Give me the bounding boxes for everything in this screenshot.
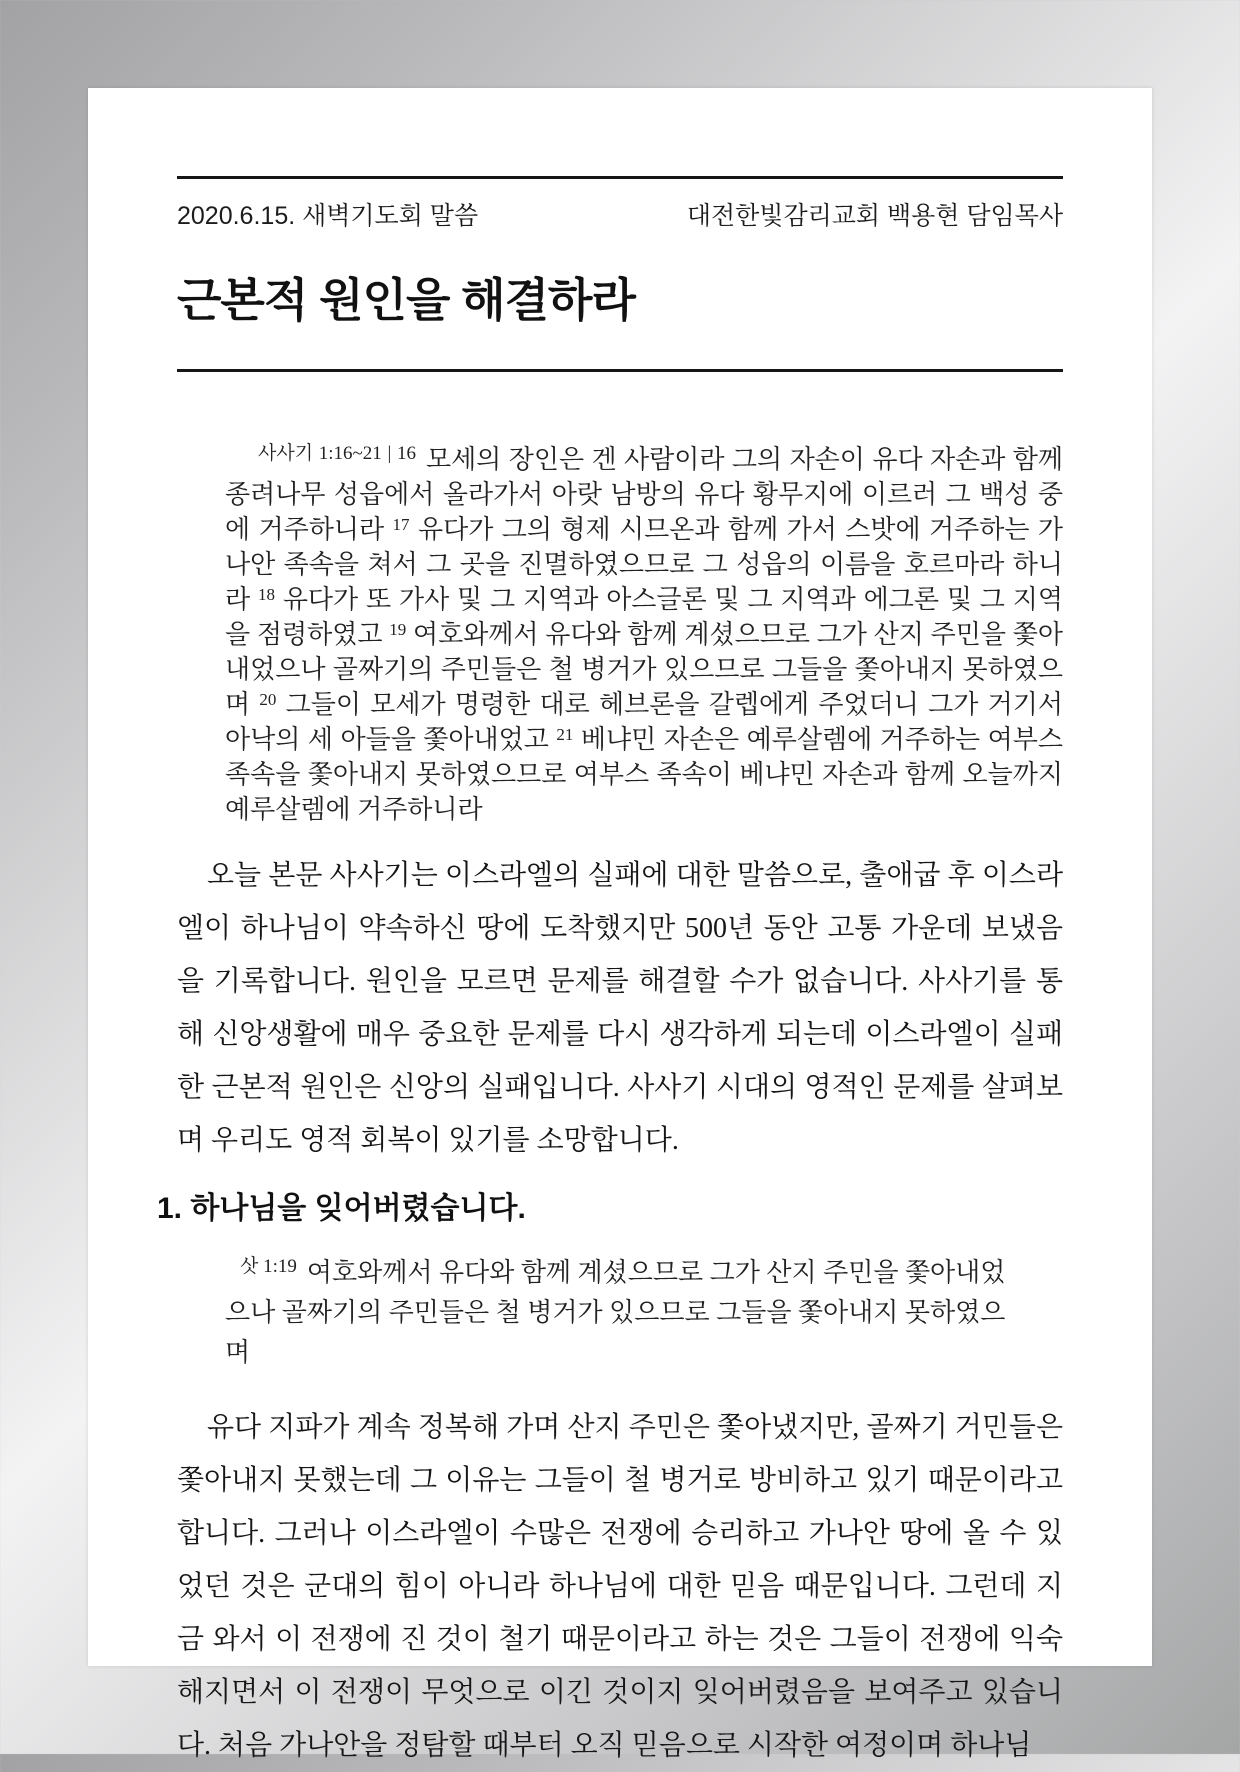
title-divider: [177, 369, 1063, 372]
section-1-heading: 1. 하나님을 잊어버렸습니다.: [157, 1192, 526, 1225]
scripture-text: 모세의 장인은 겐 사람이라 그의 자손이 유다 자손과 함께 종려나무 성읍에서 올라가서 아랏 남방의 유다 황무지에 이르러 그 백성 중에 거주하니라 $^{17}$ 유다가 그의 형제 시므온과 함께 가서 스밧에 거주하는 가나안 족속을 쳐서 그 곳을 진멸하였으므로 그 성읍의 이름을 호르마라 하니라 $^{18}$ 유다가 또 가사 및 그 지역과 아스글론 및 그 지역과 에그론 및 그 지역을 점령하였고 $^{19}$ 여호와께서 유다와 함께 계셨으므로 그가 산지 주민을 쫓아내었으나 골짜기의 주민들은 철 병거가 있으므로 그들을 쫓아내지 못하였으며 $^{20}$ 그들이 모세가 명령한 대로 헤브론을 갈렙에게 주었더니 그가 거기서 아낙의 세 아들을 쫓아내었고 $^{21}$ 베냐민 자손은 예루살렘에 거주하는 여부스 족속을 쫓아내지 못하였으므로 여부스 족속이 베냐민 자손과 함께 오늘까지 예루살렘에 거주하니라: [225, 445, 1064, 824]
document-header: [177, 199, 1063, 233]
sermon-title: 근본적 원인을 해결하라: [177, 274, 635, 326]
document-content: [88, 88, 1152, 1772]
top-divider: [177, 176, 1063, 179]
scripture-reference: 사사기 1:16~21 | 16: [258, 443, 416, 464]
date-service-label: 2020.6.15. 새벽기도회 말씀: [177, 202, 479, 230]
section-1-scripture-reference: 삿 1:19: [240, 1256, 297, 1277]
document-page: [88, 88, 1152, 1761]
section-1-scripture: [225, 1247, 1010, 1373]
scripture-passage: [225, 436, 1063, 827]
intro-paragraph: 오늘 본문 사사기는 이스라엘의 실패에 대한 말씀으로, 출애굽 후 이스라엘이 하나님이 약속하신 땅에 도착했지만 500년 동안 고통 가운데 보냈음을 기록합니다. 원인을 모르면 문제를 해결할 수가 없습니다. 사사기를 통해 신앙생활에 매우 중요한 문제를 다시 생각하게 되는데 이스라엘이 실패한 근본적 원인은 신앙의 실패입니다. 사사기 시대의 영적인 문제를 살펴보며 우리도 영적 회복이 있기를 소망합니다.: [177, 860, 1063, 1156]
section-1-paragraph: 유다 지파가 계속 정복해 가며 산지 주민은 쫓아냈지만, 골짜기 거민들은 쫓아내지 못했는데 그 이유는 그들이 철 병거로 방비하고 있기 때문이라고 합니다. 그러나 이스라엘이 수많은 전쟁에 승리하고 가나안 땅에 올 수 있었던 것은 군대의 힘이 아니라 하나님에 대한 믿음 때문입니다. 그런데 지금 와서 이 전쟁에 진 것이 철기 때문이라고 하는 것은 그들이 전쟁에 익숙해지면서 이 전쟁이 무엇으로 이긴 것이지 잊어버렸음을 보여주고 있습니다. 처음 가나안을 정탐할 때부터 오직 믿음으로 시작한 여정이며 하나님: [177, 1412, 1063, 1761]
church-pastor-label: 대전한빛감리교회 백용현 담임목사: [686, 202, 1063, 230]
section-1-scripture-text: 여호와께서 유다와 함께 계셨으므로 그가 산지 주민을 쫓아내었으나 골짜기의 주민들은 철 병거가 있으므로 그들을 쫓아내지 못하였으며: [225, 1258, 1006, 1367]
